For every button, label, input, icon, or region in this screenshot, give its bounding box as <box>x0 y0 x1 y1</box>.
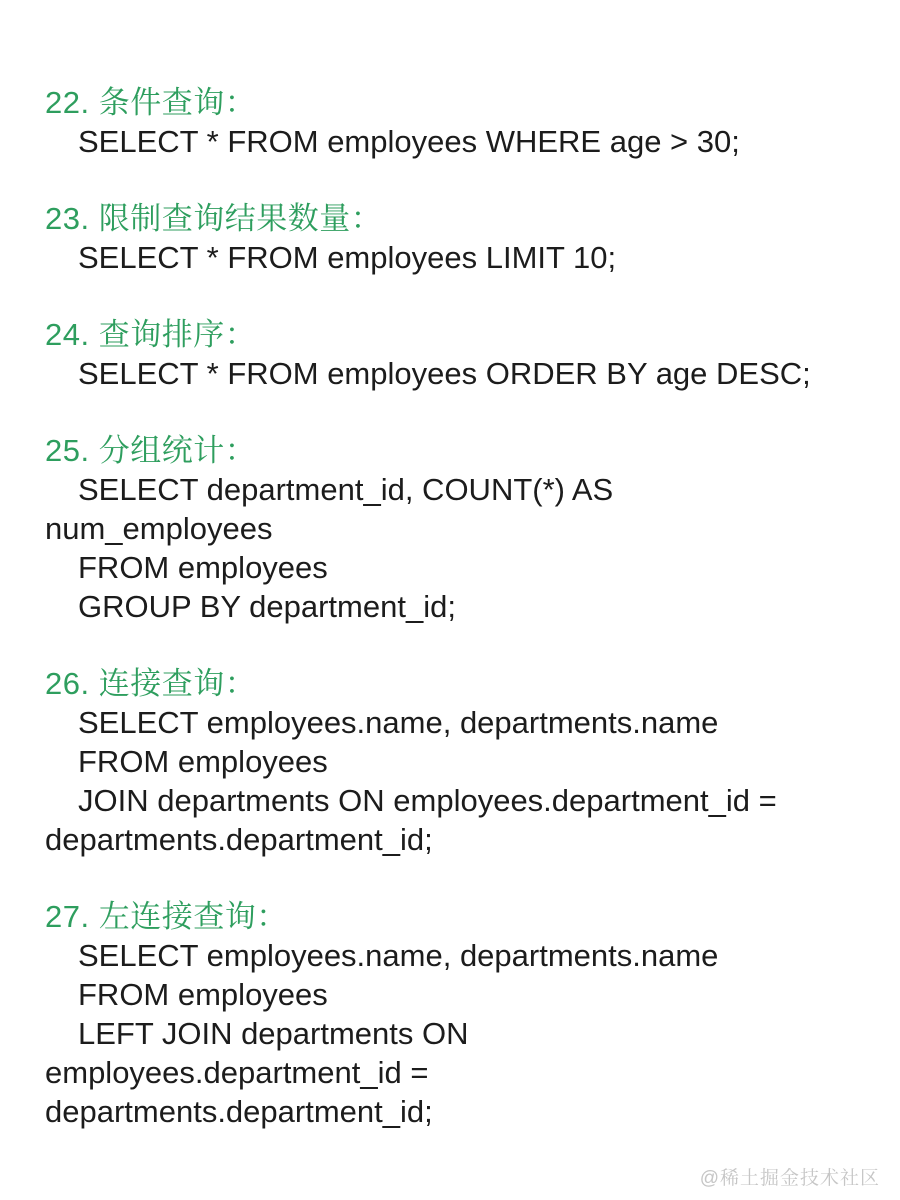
sql-code-line: SELECT * FROM employees ORDER BY age DESC; <box>78 356 811 391</box>
sql-section-22 <box>45 83 872 161</box>
sql-code-line: SELECT department_id, COUNT(*) AS <box>78 472 614 507</box>
section-heading: 23. 限制查询结果数量： <box>45 201 383 236</box>
sql-section-23 <box>45 199 872 277</box>
sql-code-line: JOIN departments ON employees.department_id = <box>78 783 777 818</box>
sql-section-25 <box>45 431 872 626</box>
sql-code-line: GROUP BY department_id; <box>78 589 456 624</box>
section-heading: 24. 查询排序： <box>45 317 257 352</box>
section-heading: 27. 左连接查询： <box>45 899 288 934</box>
sql-code-line: LEFT JOIN departments ON <box>78 1016 469 1051</box>
section-heading: 25. 分组统计： <box>45 433 257 468</box>
sql-code-line: FROM employees <box>78 744 328 779</box>
sql-section-26 <box>45 664 872 859</box>
sql-code-line: employees.department_id = <box>45 1055 429 1090</box>
section-heading: 22. 条件查询： <box>45 85 257 120</box>
section-heading: 26. 连接查询： <box>45 666 257 701</box>
sql-code-line: departments.department_id; <box>45 1094 433 1129</box>
sql-section-27 <box>45 897 872 1131</box>
sql-code-line: SELECT * FROM employees LIMIT 10; <box>78 240 617 275</box>
watermark: @稀土掘金技术社区 <box>699 1168 880 1189</box>
sql-code-line: departments.department_id; <box>45 822 433 857</box>
sql-code-line: SELECT employees.name, departments.name <box>78 705 719 740</box>
sql-code-line: FROM employees <box>78 977 328 1012</box>
sql-code-line: SELECT * FROM employees WHERE age > 30; <box>78 124 740 159</box>
sql-code-line: SELECT employees.name, departments.name <box>78 938 719 973</box>
sql-code-line: FROM employees <box>78 550 328 585</box>
sql-code-line: num_employees <box>45 511 273 546</box>
sql-section-24 <box>45 315 872 393</box>
